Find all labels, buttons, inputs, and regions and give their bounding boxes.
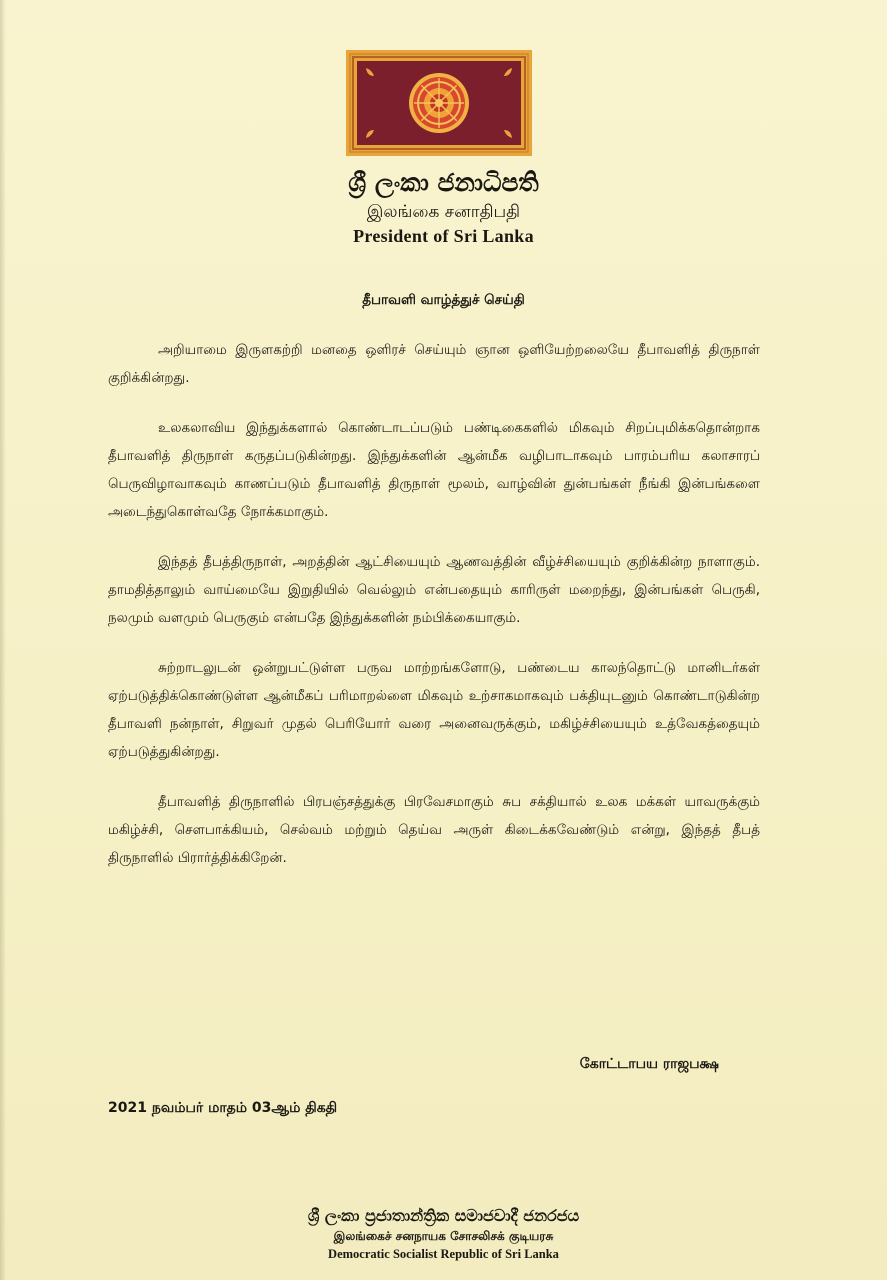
letter-footer bbox=[0, 1205, 887, 1263]
letter-body bbox=[108, 336, 760, 894]
paragraph-3: இந்தத் தீபத்திருநாள், அறத்தின் ஆட்சியையும் ஆணவத்தின் வீழ்ச்சியையும் குறிக்கின்ற நாளாகும். தாமதித்தாலும் வாய்மையே இறுதியில் வெல்லும் என்பதையும் காரிருள் மறைந்து, இன்பங்கள் பெருகி, நலமும் வளமும் பெருகும் என்பதே இந்துக்களின் நம்பிக்கையாகும். bbox=[108, 554, 760, 626]
paragraph-1: அறியாமை இருளகற்றி மனதை ஒளிரச் செய்யும் ஞான ஒளியேற்றலையே தீபாவளித் திருநாள் குறிக்கின்றது. bbox=[108, 342, 760, 386]
footer-sinhala: ශ්‍රී ලංකා ප්‍රජාතාන්ත්‍රික සමාජවාදී ජනරජය bbox=[307, 1206, 580, 1225]
paragraph-5: தீபாவளித் திருநாளில் பிரபஞ்சத்துக்கு பிரவேசமாகும் சுப சக்தியால் உலக மக்கள் யாவருக்கும் மகிழ்ச்சி, சௌபாக்கியம், செல்வம் மற்றும் தெய்வ அருள் கிடைக்கவேண்டும் என்று, இந்தத் தீபத் திருநாளில் பிரார்த்திக்கிறேன். bbox=[108, 794, 760, 866]
letterhead-sinhala: ශ්‍රී ලංකා ජනාධිපති bbox=[348, 168, 539, 197]
footer-english: Democratic Socialist Republic of Sri Lanka bbox=[328, 1247, 559, 1261]
paragraph-2: உலகலாவிய இந்துக்களால் கொண்டாடப்படும் பண்டிகைகளில் மிகவும் சிறப்புமிக்கதொன்றாக தீபாவளித் திருநாள் கருதப்படுகின்றது. இந்துக்களின் ஆன்மீக வழிபாடாகவும் பாரம்பரிய கலாசாரப் பெருவிழாவாகவும் காணப்படும் தீபாவளித் திருநாள் மூலம், வாழ்வின் துன்பங்கள் நீங்கி இன்பங்களை அடைந்துகொள்வதே நோக்கமாகும். bbox=[108, 420, 760, 520]
paragraph-4: சுற்றாடலுடன் ஒன்றுபட்டுள்ள பருவ மாற்றங்களோடு, பண்டைய காலந்தொட்டு மானிடர்கள் ஏற்படுத்திக்கொண்டுள்ள ஆன்மீகப் பரிமாறல்ளை மிகவும் உற்சாகமாகவும் பக்தியுடனும் கொண்டாடுகின்ற தீபாவளி நன்நாள், சிறுவர் முதல் பெரியோர் வரை அனைவருக்கும், மகிழ்ச்சியையும் உத்வேகத்தையும் ஏற்படுத்துகின்றது. bbox=[108, 660, 760, 760]
letterhead bbox=[0, 168, 887, 248]
letter-subject: தீபாவளி வாழ்த்துச் செய்தி bbox=[362, 292, 525, 308]
presidential-emblem-icon bbox=[346, 50, 532, 156]
letter-date: 2021 நவம்பர் மாதம் 03ஆம் திகதி bbox=[108, 1100, 338, 1116]
letterhead-english: President of Sri Lanka bbox=[353, 226, 534, 246]
letterhead-tamil: இலங்கை சனாதிபதி bbox=[366, 202, 521, 222]
signatory-name: கோட்டாபய ராஜபக்ஷ bbox=[579, 1056, 719, 1072]
footer-tamil: இலங்கைச் சனநாயக சோசலிசக் குடியரசு bbox=[333, 1229, 554, 1243]
